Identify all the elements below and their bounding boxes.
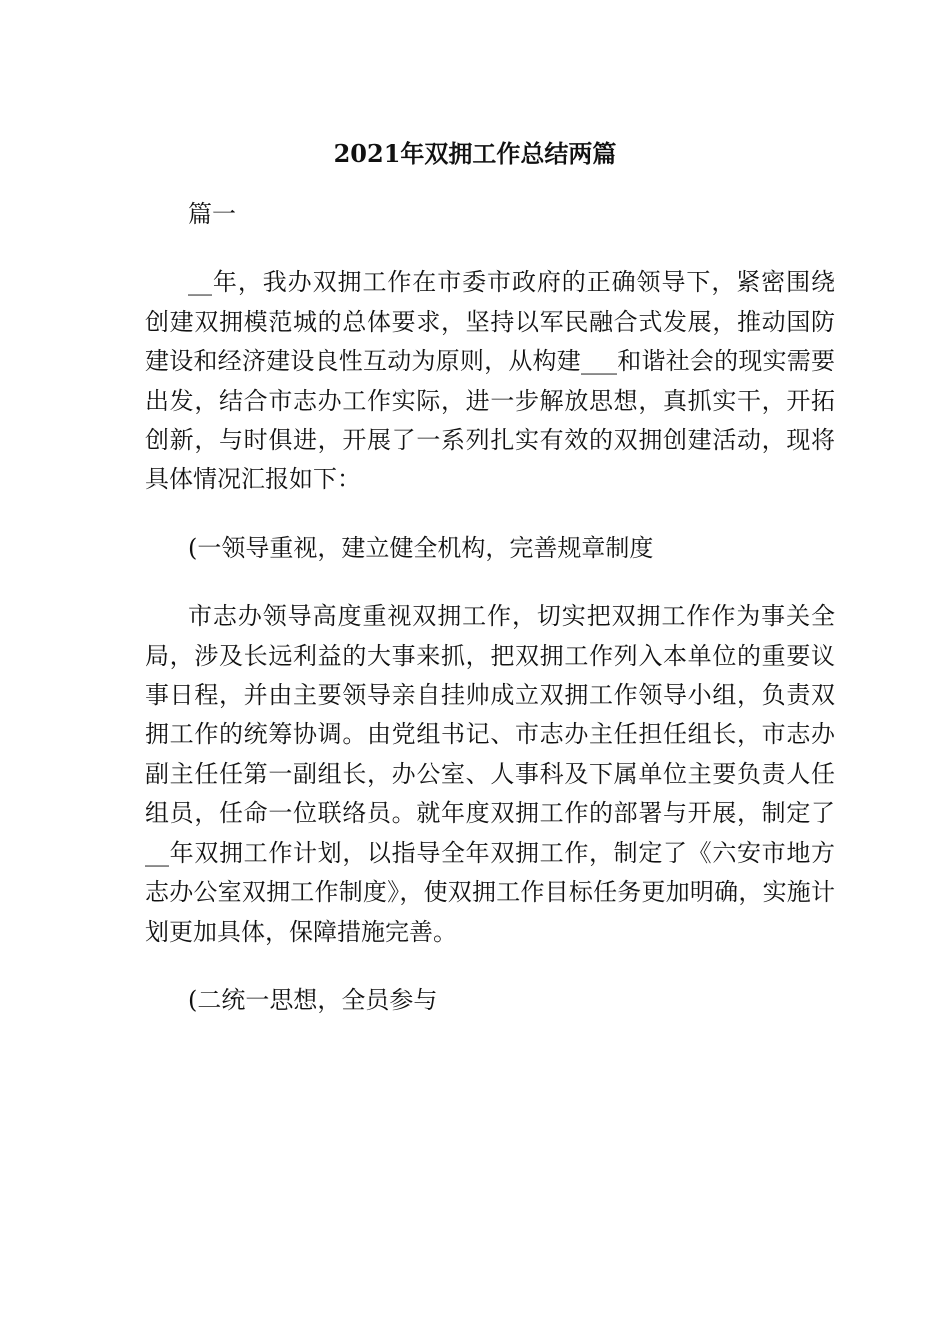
paragraph-heading-1: (一领导重视，建立健全机构，完善规章制度	[188, 533, 654, 562]
paragraph-intro: __年，我办双拥工作在市委市政府的正确领导下，紧密围绕创建双拥模范城的总体要求，坚持以军民融合式发展，推动国防建设和经济建设良性互动为原则，从构建___和谐社会的现实需要出发，结合市志办工作实际，进一步解放思想，真抓实干，开拓创新，与时俱进，开展了一系列扎实有效的双拥创建活动，现将具体情况汇报如下：	[145, 268, 835, 494]
document-title: 2021年双拥工作总结两篇	[333, 139, 617, 168]
paragraph-heading-2: (二统一思想，全员参与	[188, 985, 438, 1014]
document-body	[145, 195, 835, 1049]
paragraph-leadership: 市志办领导高度重视双拥工作，切实把双拥工作作为事关全局，涉及长远利益的大事来抓，把双拥工作列入本单位的重要议事日程，并由主要领导亲自挂帅成立双拥工作领导小组，负责双拥工作的统筹协调。由党组书记、市志办主任担任组长，市志办副主任任第一副组长，办公室、人事科及下属单位主要负责人任组员，任命一位联络员。就年度双拥工作的部署与开展，制定了__年双拥工作计划，以指导全年双拥工作，制定了《六安市地方志办公室双拥工作制度》，使双拥工作目标任务更加明确，实施计划更加具体，保障措施完善。	[145, 602, 835, 946]
section-label: 篇一	[188, 200, 236, 228]
